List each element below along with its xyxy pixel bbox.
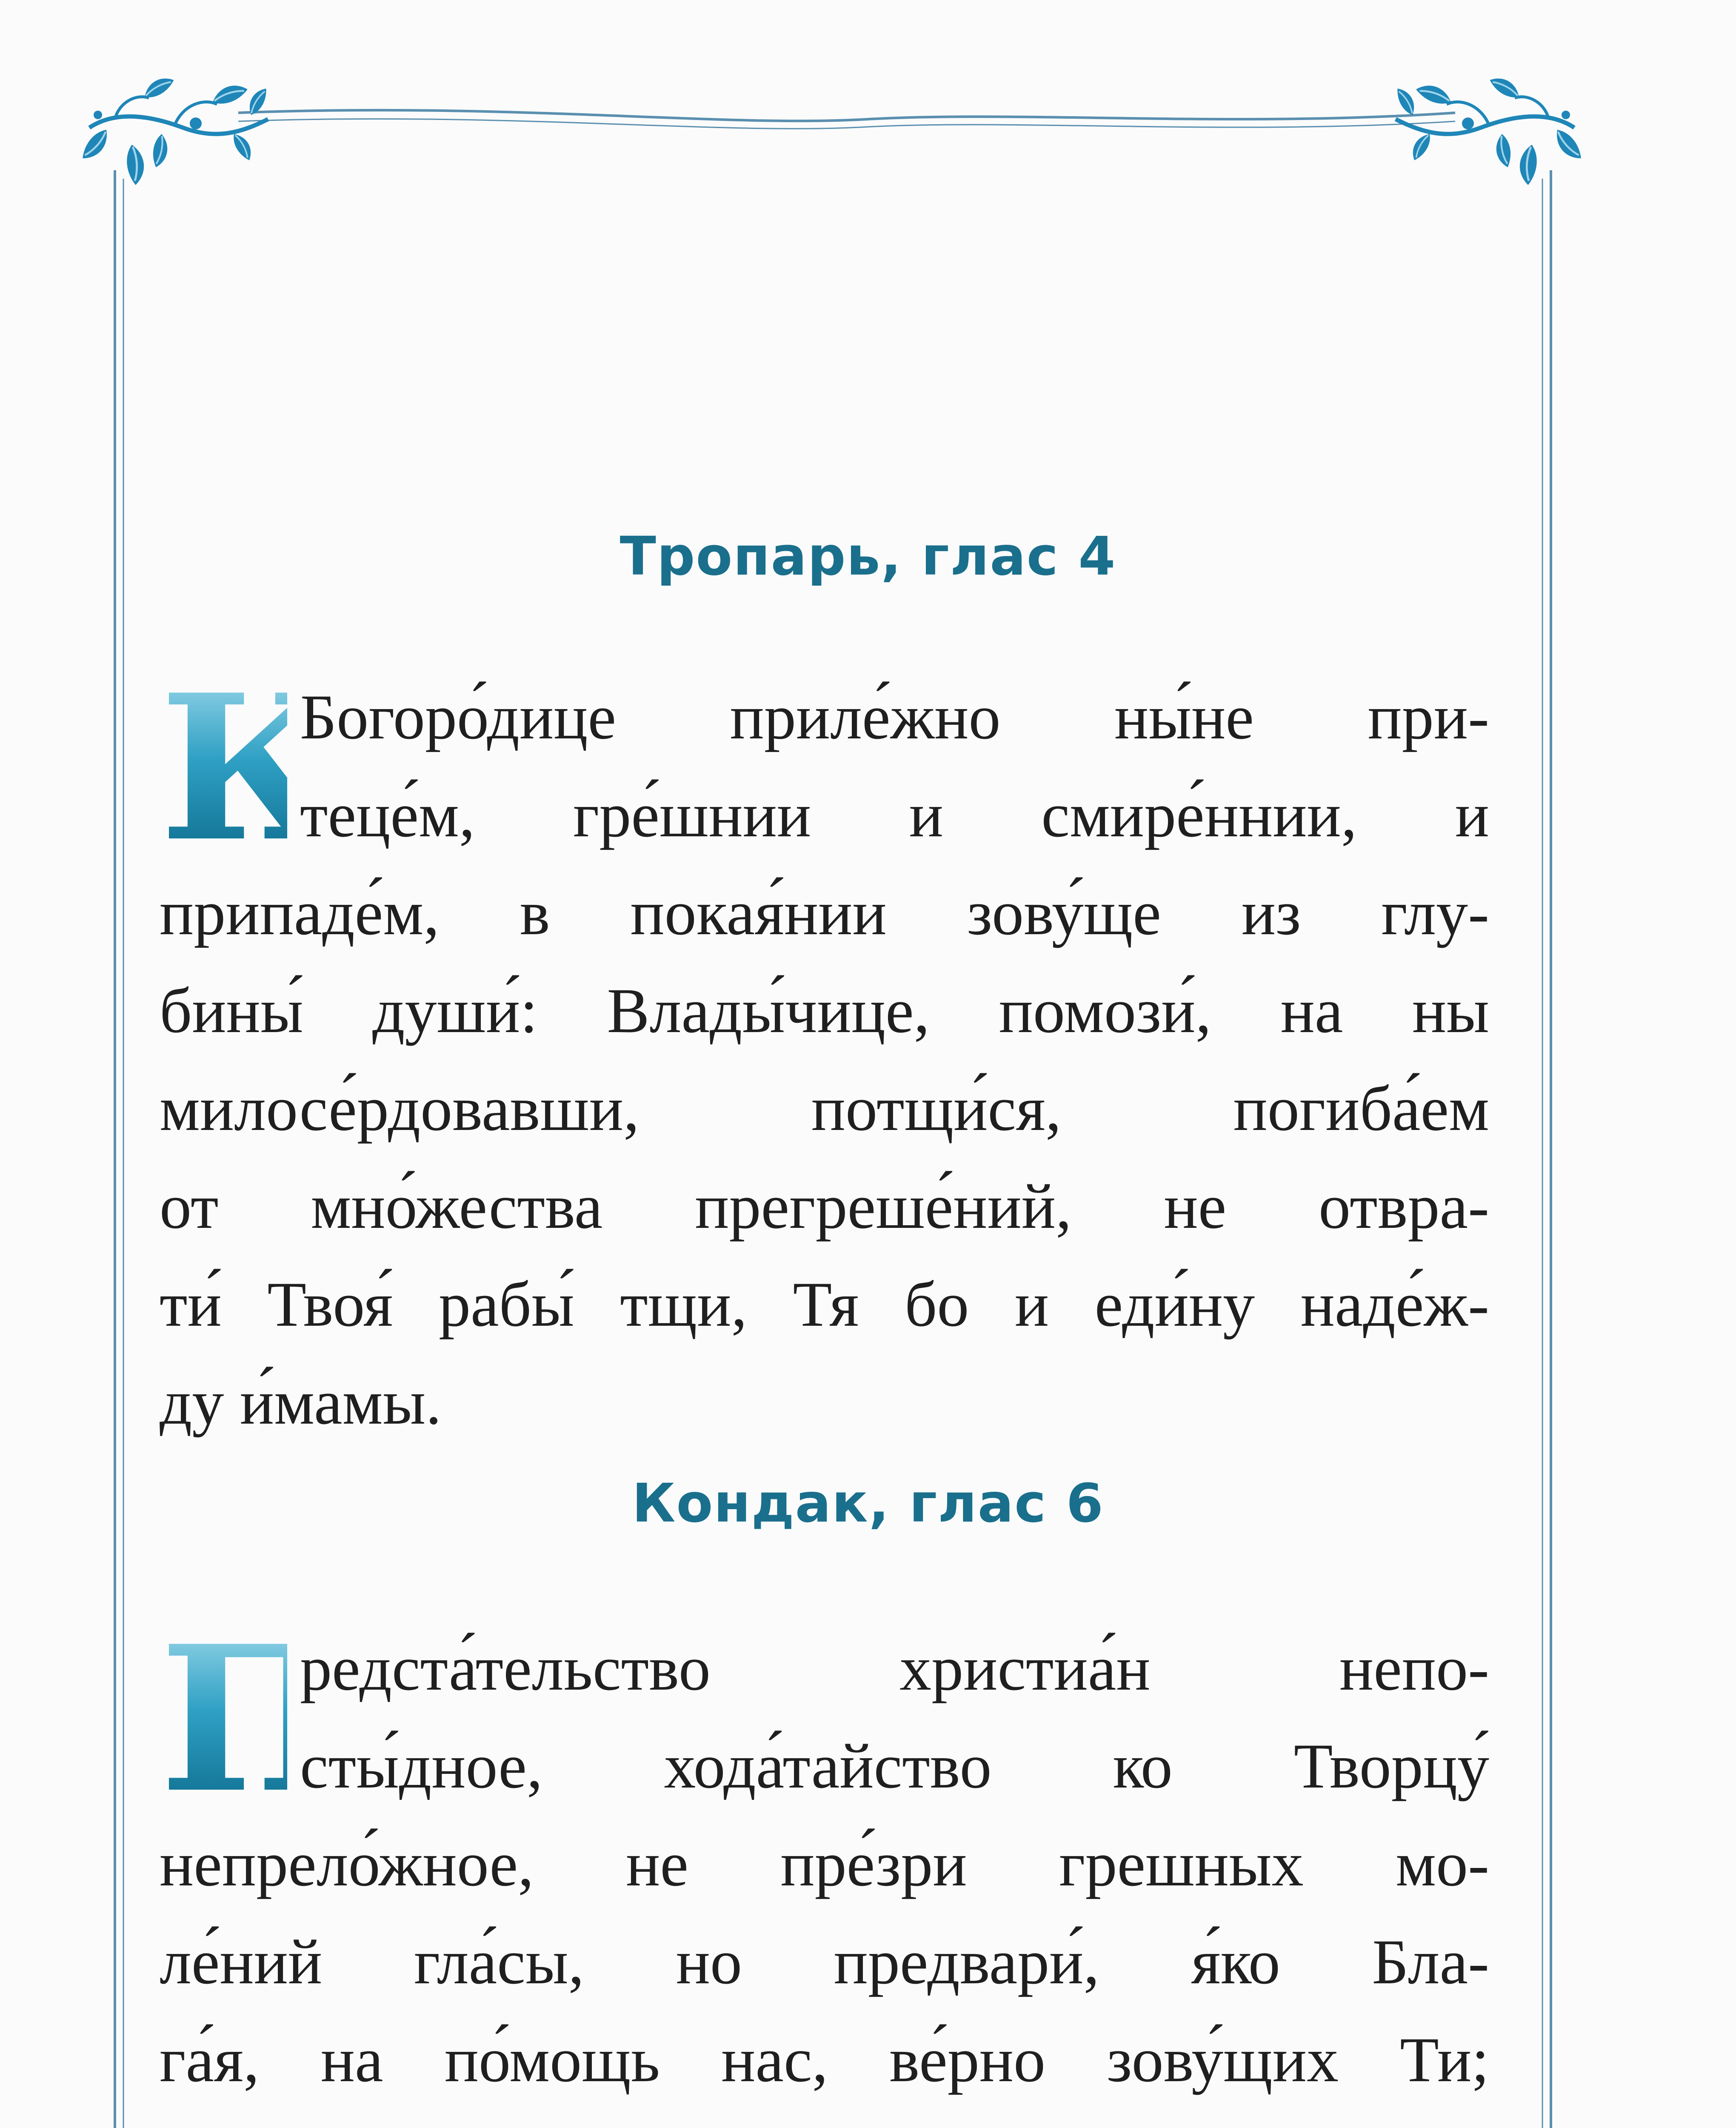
text-line: милосе́рдовавши, потщи́ся, погиба́ем bbox=[160, 1073, 1489, 1144]
text-line: от мно́жества прегреше́ний, не отвра- bbox=[160, 1171, 1489, 1242]
text-line: бины́ души́: Влады́чице, помози́, на ны bbox=[160, 975, 1489, 1046]
troparion-paragraph bbox=[160, 651, 1489, 1451]
text-line: ду и́мамы. bbox=[160, 1367, 442, 1438]
kontakion-heading: Кондак, глас 6 bbox=[632, 1473, 1104, 1534]
text-line: сты́дное, хода́тайство ко Творцу́ bbox=[300, 1731, 1489, 1802]
text-line: Богоро́дице приле́жно ны́не при- bbox=[300, 682, 1489, 752]
troparion-heading: Тропарь, глас 4 bbox=[620, 526, 1116, 587]
text-line: га́я, на по́мощь нас, ве́рно зову́щих Ти; bbox=[160, 2025, 1489, 2095]
vine-ornament-icon bbox=[1391, 75, 1588, 186]
text-line: припаде́м, в покая́нии зову́ще из глу- bbox=[160, 878, 1489, 948]
text-line: ти́ Твоя́ рабы́ тщи, Тя бо и еди́ну наде́ж- bbox=[160, 1269, 1489, 1340]
drop-cap: П bbox=[160, 1602, 348, 1837]
kontakion-paragraph bbox=[160, 1602, 1489, 2109]
drop-cap: К bbox=[160, 651, 342, 886]
text-line: теце́м, гре́шнии и смире́ннии, и bbox=[300, 780, 1489, 850]
text-line: редста́тельство христиа́н непо- bbox=[300, 1633, 1489, 1704]
text-line: непрело́жное, не пре́зри грешных мо- bbox=[160, 1829, 1489, 1899]
vine-ornament-icon bbox=[76, 75, 272, 186]
text-line: ле́ний гла́сы, но предвари́, я́ко Бла- bbox=[160, 1927, 1489, 1997]
